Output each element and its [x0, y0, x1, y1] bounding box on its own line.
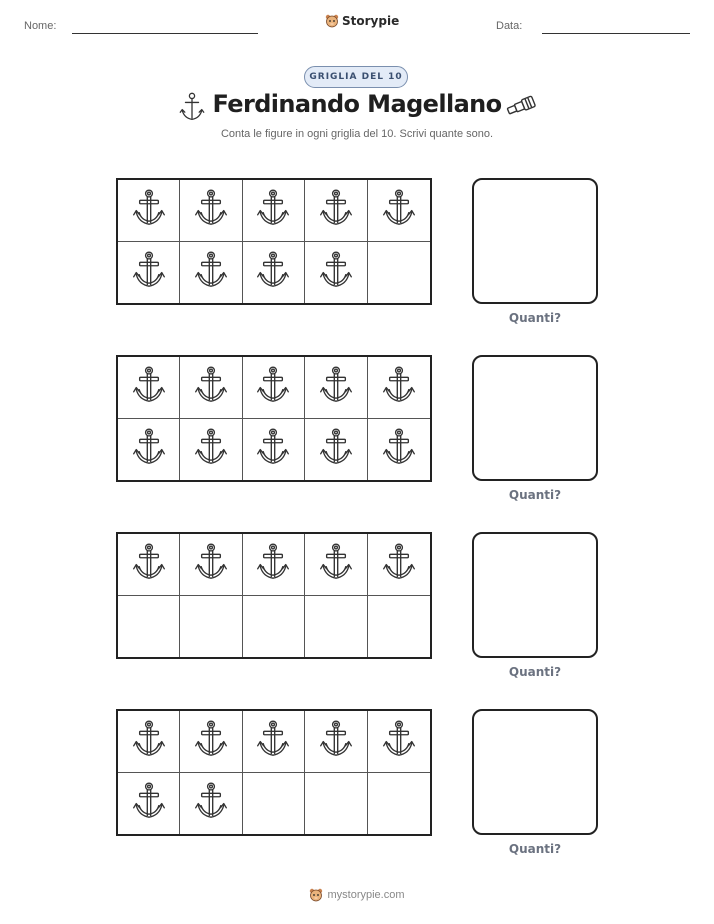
ten-frame-cell: [243, 773, 305, 835]
answer-box[interactable]: [472, 178, 598, 304]
ten-frame-cell: [180, 242, 242, 304]
ten-frame-cell: [243, 180, 305, 242]
anchor-icon: [132, 363, 166, 412]
ten-frame-cell: [118, 357, 180, 419]
ten-frame-cell: [118, 596, 180, 658]
anchor-icon: [194, 425, 228, 474]
storypie-mascot-icon: [325, 14, 339, 28]
ten-frame-cell: [118, 534, 180, 596]
name-line[interactable]: [72, 33, 258, 34]
ten-frame-cell: [368, 242, 430, 304]
ten-frame-cell: [180, 773, 242, 835]
name-label: Nome:: [24, 20, 57, 32]
anchor-icon: [194, 779, 228, 828]
anchor-icon: [132, 248, 166, 297]
ten-frame-cell: [305, 711, 367, 773]
ten-frame-cell: [305, 180, 367, 242]
anchor-icon: [194, 717, 228, 766]
ten-frame-cell: [305, 242, 367, 304]
ten-frame-cell: [180, 419, 242, 481]
anchor-icon: [256, 248, 290, 297]
answer-box[interactable]: [472, 709, 598, 835]
anchor-icon: [194, 186, 228, 235]
ten-frame: [116, 355, 432, 482]
answer-box[interactable]: [472, 355, 598, 481]
brand-name: Storypie: [342, 14, 400, 28]
category-badge: GRIGLIA DEL 10: [304, 66, 408, 88]
ten-frame-cell: [118, 242, 180, 304]
anchor-icon: [319, 717, 353, 766]
ten-frame: [116, 178, 432, 305]
anchor-icon: [319, 363, 353, 412]
anchor-icon: [319, 248, 353, 297]
anchor-icon: [132, 425, 166, 474]
ten-frame-cell: [368, 419, 430, 481]
ten-frame-cell: [243, 534, 305, 596]
anchor-icon: [132, 186, 166, 235]
ten-frame-cell: [305, 773, 367, 835]
anchor-icon: [256, 363, 290, 412]
ten-frame-cell: [243, 357, 305, 419]
ten-frame-cell: [305, 596, 367, 658]
anchor-icon: [194, 248, 228, 297]
anchor-icon: [382, 363, 416, 412]
footer: [0, 888, 714, 902]
ten-frame-cell: [368, 711, 430, 773]
ten-frame-cell: [243, 419, 305, 481]
ten-frame-cell: [368, 180, 430, 242]
ten-frame-cell: [305, 534, 367, 596]
quanti-label: Quanti?: [508, 488, 562, 502]
ten-frame-cell: [118, 711, 180, 773]
quanti-label: Quanti?: [508, 665, 562, 679]
footer-url: mystorypie.com: [327, 889, 405, 901]
anchor-icon: [382, 425, 416, 474]
anchor-icon: [178, 92, 206, 122]
ten-frame-cell: [243, 711, 305, 773]
ten-frame-cell: [368, 596, 430, 658]
anchor-icon: [319, 540, 353, 589]
answer-box[interactable]: [472, 532, 598, 658]
anchor-icon: [256, 186, 290, 235]
anchor-icon: [132, 717, 166, 766]
ten-frame-cell: [243, 242, 305, 304]
anchor-icon: [382, 717, 416, 766]
ten-frame-cell: [180, 357, 242, 419]
ten-frame-cell: [180, 596, 242, 658]
quanti-label: Quanti?: [508, 311, 562, 325]
anchor-icon: [194, 363, 228, 412]
ten-frame-cell: [368, 357, 430, 419]
quanti-label: Quanti?: [508, 842, 562, 856]
ten-frame-cell: [305, 357, 367, 419]
anchor-icon: [194, 540, 228, 589]
anchor-icon: [256, 540, 290, 589]
instructions: Conta le figure in ogni griglia del 10. Scrivi quante sono.: [220, 128, 494, 140]
ten-frame-cell: [243, 596, 305, 658]
ten-frame-cell: [368, 534, 430, 596]
anchor-icon: [319, 425, 353, 474]
ten-frame: [116, 532, 432, 659]
date-label: Data:: [496, 20, 523, 32]
anchor-icon: [256, 717, 290, 766]
anchor-icon: [382, 540, 416, 589]
anchor-icon: [256, 425, 290, 474]
ten-frame-cell: [180, 534, 242, 596]
ten-frame-cell: [118, 773, 180, 835]
ten-frame-cell: [118, 419, 180, 481]
ten-frame-cell: [305, 419, 367, 481]
ten-frame-cell: [180, 711, 242, 773]
anchor-icon: [132, 540, 166, 589]
date-line[interactable]: [542, 33, 690, 34]
ten-frame-cell: [118, 180, 180, 242]
ten-frame-cell: [368, 773, 430, 835]
spyglass-icon: [505, 95, 537, 115]
anchor-icon: [132, 779, 166, 828]
storypie-mascot-icon: [309, 888, 323, 902]
anchor-icon: [319, 186, 353, 235]
anchor-icon: [382, 186, 416, 235]
brand-logo: [325, 14, 399, 28]
ten-frame: [116, 709, 432, 836]
page-title: Ferdinando Magellano: [212, 90, 502, 118]
ten-frame-cell: [180, 180, 242, 242]
